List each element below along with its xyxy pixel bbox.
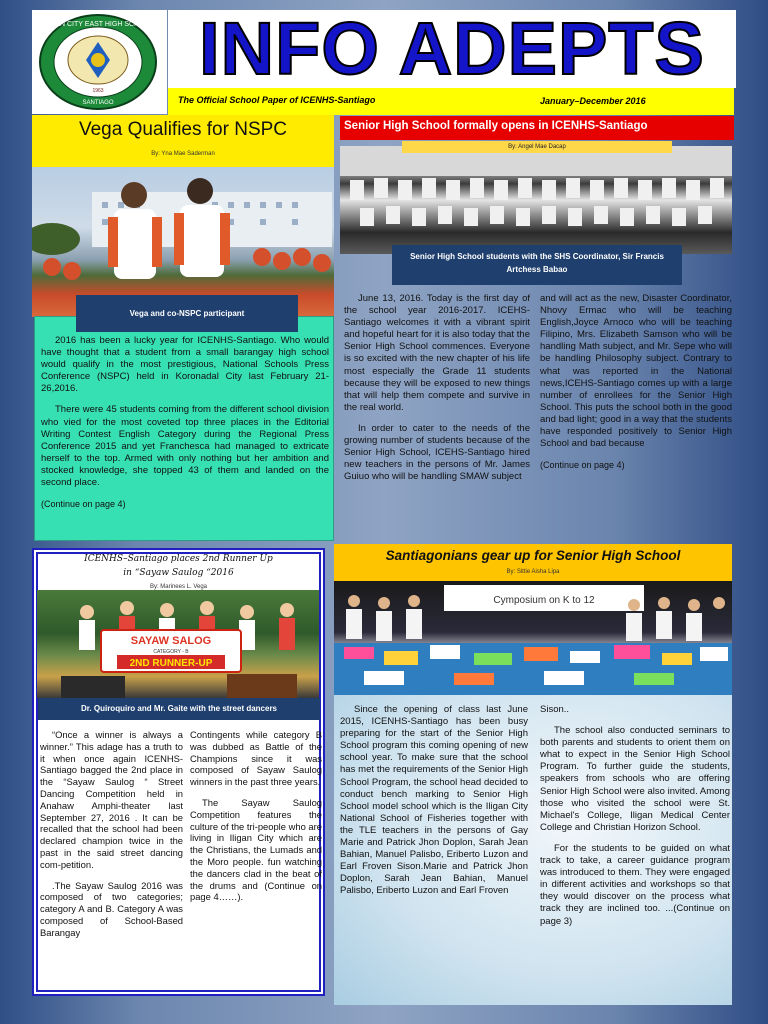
photo-banner-category: CATEGORY - B	[153, 649, 189, 655]
story4-paragraph: Sison..	[540, 704, 570, 715]
story3-paragraph: .The Sayaw Saulog 2016 was composed of two categories; category A and B. Category A was composed of School-Based Barangay	[40, 879, 183, 938]
story3-headline-line2: in “Sayaw Saulog “2016	[123, 568, 234, 578]
story3-headline	[40, 552, 317, 586]
story4-photo	[334, 581, 732, 695]
story2-headline: Senior High School formally opens in ICENHS-Santiago	[340, 116, 734, 140]
story1-continue: (Continue on page 4)	[41, 499, 126, 510]
story3-paragraph: The Sayaw Saulog Competition features the culture of the tri-people who are living in Iligan City which are the Christians, the Lumads and the Moro people. fun watching the dancers clad in the beat of the drums and (Continue on page 4……).	[190, 796, 322, 903]
story2-continue: (Continue on page 4)	[540, 460, 625, 471]
story4-paragraph: Since the opening of class last June 2015, ICENHS-Santiago has been busy preparing for the start of the Senior High School program this coming opening of new school year. To make sure that the school has met the requirements of the Senior High School Program, the school head decided to conduct bench marking to Senior High School model school which is the Iligan City National School of Fisheries together with the TLE teachers in the persons of Gay Marie and Patrick Jhon Doplon, Sarah Jean Bahian, Manuel Palisbo, Eriberto Luzon and Earl Froven Sison.Marie and Patrick Jhon Doplon, Sarah Jean Bahian, Manuel Palisbo, Eriberto Luzon and Earl Froven	[340, 704, 528, 897]
story4-paragraph: The school also conducted seminars to both parents and students to orient them on what to expect in the Senior High School Program. To further guide the students, speakers from schools who are offering Senior High School were also invited. Among those who visited the school were St. Michael's College, Iligan Medical Center College and Christian Horizon School.	[540, 725, 730, 833]
story4-headline: Santiagonians gear up for Senior High School	[334, 544, 732, 570]
story3-photo	[37, 590, 319, 698]
photo-banner-award: 2ND RUNNER-UP	[129, 658, 213, 669]
story3-column-2	[190, 729, 322, 991]
story2-caption: Senior High School students with the SHS Coordinator, Sir Francis Artchess Babao	[392, 245, 682, 285]
story3-headline-line1: ICENHS–Santiago places 2nd Runner Up	[84, 554, 273, 564]
story1-header	[32, 115, 334, 167]
story4-byline: By: Sittie Aisha Lipa	[334, 569, 732, 581]
story1-paragraph: 2016 has been a lucky year for ICENHS-Santiago. Who would have thought that a student from a small barangay high school would qualify in the most prestigious, National Schools Press Conference (NSPC) held in Koronadal City last February 21-26,2016.	[41, 335, 329, 395]
story2-photo	[340, 146, 732, 254]
svg-text:1963: 1963	[92, 88, 104, 94]
masthead-title: INFO ADEPTS	[168, 10, 736, 88]
story3-paragraph: Contingents while category B was dubbed as Battle of the Champions since it was composed of Sayaw Saulog winners in the past three years.	[190, 729, 322, 788]
story2-column-2	[540, 293, 732, 541]
group-photo-illustration	[340, 146, 732, 254]
school-seal-logo	[36, 12, 160, 112]
svg-text:ILIGAN CITY EAST HIGH SCHOOL: ILIGAN CITY EAST HIGH SCHOOL	[42, 21, 154, 28]
story1-body	[34, 316, 334, 541]
photo-banner-symposium: Cymposium on K to 12	[493, 595, 595, 606]
street-dancers-photo-illustration	[37, 590, 319, 698]
story2-byline: By: Angel Mae Dacap	[402, 141, 672, 153]
story4-column-2	[540, 704, 730, 1004]
story4-paragraph: For the students to be guided on what track to take, a career guidance program was introduced to them. They were engaged in different activities and workshops so that they would discover on the process what track they are inclined too. ...(Continue on page 3)	[540, 842, 730, 927]
story3-paragraph: “Once a winner is always a winner.” This adage has a truth to it when once again ICENHS-Santiago bagged the 2nd place in the “Sayaw Saulog “ Street Dancing Competition held in Anahaw Amphi-theater last September 27, 2016 . It can be recalled that the school had been declared champion twice in the past in the said street dancing com-petition.	[40, 729, 183, 870]
story4-column-1	[340, 704, 528, 1004]
story1-headline: Vega Qualifies for NSPC	[78, 119, 288, 140]
symposium-photo-illustration	[334, 581, 732, 695]
story2-paragraph: June 13, 2016. Today is the first day of the school year 2016-2017. ICEHS-Santiago welcomes it with a vibrant spirit and hopeful heart for it is also today that the Senior High School commences. Everyone is so excited with the new chapter of his life most especially the Grade 11 students because they will be exposed to new things that will help them compete and survive in the real world.	[344, 293, 530, 413]
story3-caption: Dr. Quiroquiro and Mr. Gaite with the street dancers	[38, 698, 320, 720]
story2-paragraph: and will act as the new, Disaster Coordinator, Nhovy Ermac who will be teaching English,Joyce Arnoco who will be teaching Filipino, Mrs. Elizabeth Samson who will be handling Math subject, and Mr. Sepe who will be handling Philosophy subject. Contrary to what was reported in the National news,ICEHS-Santiago comes up with a large number of enrollees for the Senior High School. This puts the school both in the good and bad light; good in a way that the students have responded positively to Senior High School and bad because	[540, 293, 732, 450]
story2-paragraph: In order to cater to the needs of the growing number of students because of the Senior High School, ICEHS-Santiago hired new teachers in the persons of Mr. James Guiuo who will be handling SMAW subject	[344, 422, 530, 483]
story1-paragraph: There were 45 students coming from the different school division who vied for the most coveted top three places in the Editorial Writing Contest English Category during the Regional Press Conference 2015 and yet Franchesca had managed to extricate herself to the top. Armed with only nothing but her ambition and stocked knowledge, she topped 43 of them and landed on the second place.	[41, 404, 329, 489]
svg-text:SANTIAGO: SANTIAGO	[82, 100, 114, 106]
masthead-subbar	[168, 88, 734, 115]
issue-date: January–December 2016	[540, 96, 646, 106]
story1-caption: Vega and co-NSPC participant	[76, 295, 298, 332]
story1-byline: By: Yna Mae Saderman	[151, 151, 215, 157]
photo-banner-title: SAYAW SALOG	[130, 635, 212, 647]
story3-column-1	[40, 729, 183, 991]
tagline: The Official School Paper of ICENHS-Santiago	[178, 95, 376, 105]
story2-column-1	[344, 293, 530, 541]
story3-byline: By: Marinees L. Vega	[149, 584, 208, 590]
